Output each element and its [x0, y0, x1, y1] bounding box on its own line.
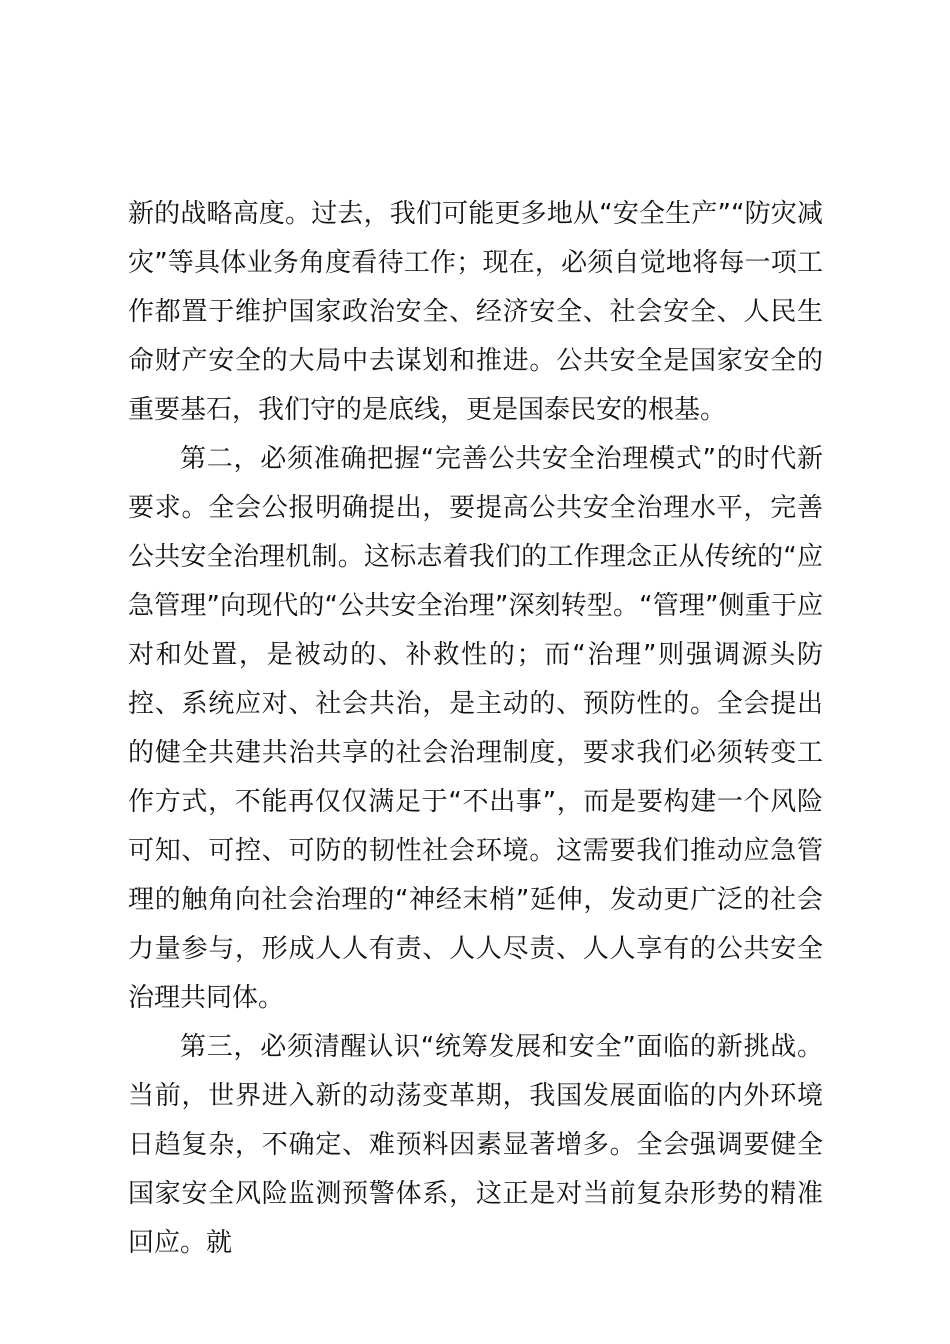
- paragraph-second-point: 第二，必须准确把握“完善公共安全治理模式”的时代新要求。全会公报明确提出，要提高公共安全治理水平，完善公共安全治理机制。这标志着我们的工作理念正从传统的“应急管理”向现代的“公共安全治理”深刻转型。“管理”侧重于应对和处置，是被动的、补救性的；而“治理”则强调源头防控、系统应对、社会共治，是主动的、预防性的。全会提出的健全共建共治共享的社会治理制度，要求我们必须转变工作方式，不能再仅仅满足于“不出事”，而是要构建一个风险可知、可控、可防的韧性社会环境。这需要我们推动应急管理的触角向社会治理的“神经末梢”延伸，发动更广泛的社会力量参与，形成人人有责、人人尽责、人人享有的公共安全治理共同体。: [128, 444, 823, 1013]
- document-body: [128, 190, 823, 1268]
- paragraph-third-point: 第三，必须清醒认识“统筹发展和安全”面临的新挑战。当前，世界进入新的动荡变革期，我国发展面临的内外环境日趋复杂，不确定、难预料因素显著增多。全会强调要健全国家安全风险监测预警体系，这正是对当前复杂形势的精准回应。就: [128, 1032, 823, 1258]
- paragraph-continuation: 新的战略高度。过去，我们可能更多地从“安全生产”“防灾减灾”等具体业务角度看待工作；现在，必须自觉地将每一项工作都置于维护国家政治安全、经济安全、社会安全、人民生命财产安全的大局中去谋划和推进。公共安全是国家安全的重要基石，我们守的是底线，更是国泰民安的根基。: [128, 199, 823, 425]
